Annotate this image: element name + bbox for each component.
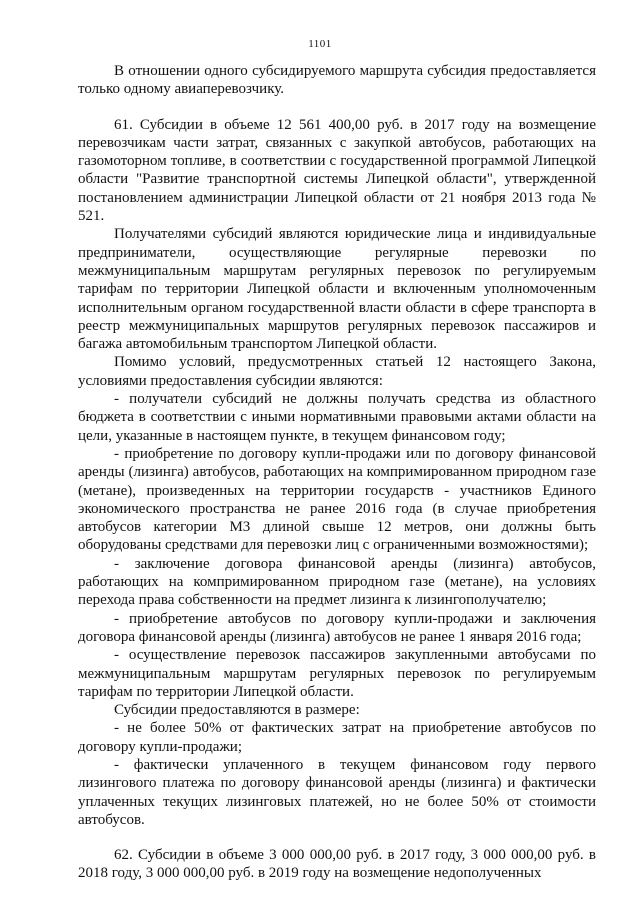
list-item-condition: - заключение договора финансовой аренды (лизинга) автобусов, работающих на компримированном природном газе (метане), на условиях перехода права собственности на предмет лизинга к лизингополучателю;	[78, 555, 596, 609]
list-item-condition: - приобретение по договору купли-продажи или по договору финансовой аренды (лизинга) автобусов, работающих на компримированном природном газе (метане), произведенных на территории государств - участников Единого экономического пространства не ранее 2016 года (в случае приобретения автобусов категории М3 длиной свыше 12 метров, они должны быть оборудованы средствами для перевозки лиц с ограниченными возможностями);	[78, 445, 596, 554]
paragraph-subsidy-airline: В отношении одного субсидируемого маршрута субсидия предоставляется только одному авиаперевозчику.	[78, 63, 596, 98]
paragraph-recipients: Получателями субсидий являются юридические лица и индивидуальные предприниматели, осуществляющие регулярные перевозки по межмуниципальным маршрутам регулярных перевозок по регулируемым тарифам по территории Липецкой области и включенным уполномоченным исполнительным органом государственной власти области в сфере транспорта в реестр межмуниципальных маршрутов регулярных перевозок пассажиров и багажа автомобильным транспортом Липецкой области.	[78, 226, 596, 353]
paragraph-conditions-intro: Помимо условий, предусмотренных статьей 12 настоящего Закона, условиями предоставления субсидии являются:	[78, 354, 596, 389]
paragraph-spacer	[78, 99, 596, 116]
list-item-amount: - фактически уплаченного в текущем финансовом году первого лизингового платежа по договору финансовой аренды (лизинга) и фактически уплаченных текущих лизинговых платежей, но не более 50% от стоимости автобусов.	[78, 756, 596, 828]
paragraph-spacer	[78, 829, 596, 846]
list-item-condition: - приобретение автобусов по договору купли-продажи и заключения договора финансовой аренды (лизинга) автобусов не ранее 1 января 2016 года;	[78, 610, 596, 645]
paragraph-amount-intro: Субсидии предоставляются в размере:	[114, 702, 360, 719]
list-item-condition: - осуществление перевозок пассажиров закупленными автобусами по межмуниципальным маршрутам регулярных перевозок по регулируемым тарифам по территории Липецкой области.	[78, 647, 596, 700]
list-item-condition: - получатели субсидий не должны получать средства из областного бюджета в соответствии с иными нормативными правовыми актами области на цели, указанные в настоящем пункте, в текущем финансовом году;	[78, 391, 596, 444]
list-item-amount: - не более 50% от фактических затрат на приобретение автобусов по договору купли-продажи;	[78, 720, 596, 755]
paragraph-item-62: 62. Субсидии в объеме 3 000 000,00 руб. в 2017 году, 3 000 000,00 руб. в 2018 году, 3 000 000,00 руб. в 2019 году на возмещение недополученных	[78, 847, 596, 882]
page-number: 1101	[308, 38, 332, 50]
paragraph-item-61: 61. Субсидии в объеме 12 561 400,00 руб. в 2017 году на возмещение перевозчикам части затрат, связанных с закупкой автобусов, работающих на газомоторном топливе, в соответствии с государственной программой Липецкой области "Развитие транспортной системы Липецкой области", утвержденной постановлением администрации Липецкой области от 21 ноября 2013 года № 521.	[78, 116, 596, 225]
document-body	[78, 62, 596, 883]
